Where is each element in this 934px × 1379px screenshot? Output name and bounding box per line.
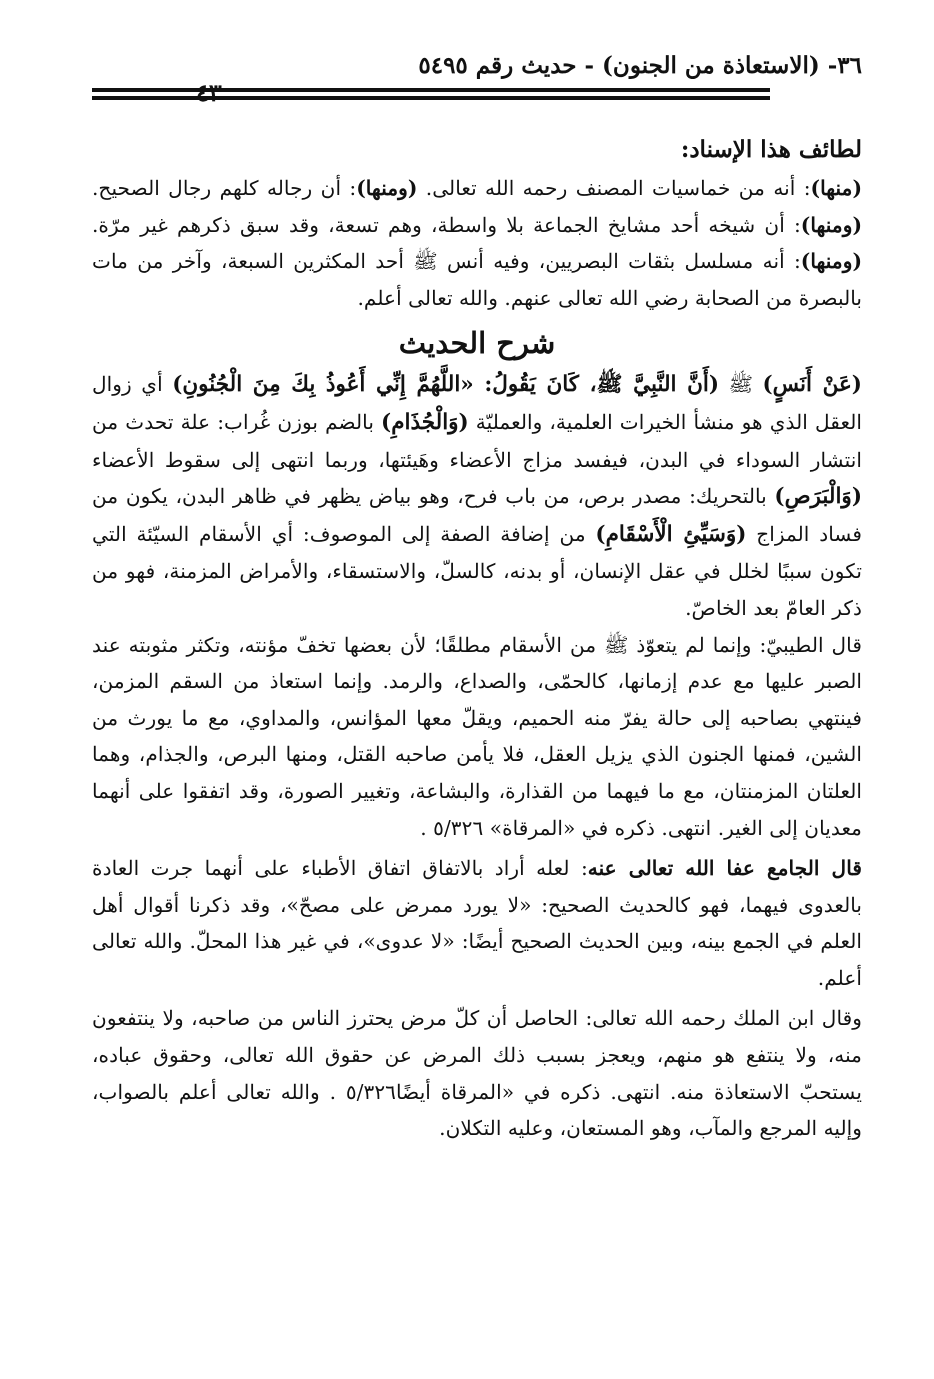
hadith-paragraph: (عَنْ أَنَسٍ) ﷺ (أَنَّ النَّبِيَّ ﷺ، كَانَ يَقُولُ: «اللَّهُمَّ إِنِّي أَعُوذُ بِكَ مِنَ الْجُنُونِ) أي زوال العقل الذي هو منشأ الخيرات العلمية، والعمليّة (وَالْجُذَامِ) بالضم بوزن غُراب: علة تحدث من انتشار السوداء في البدن، فيفسد مزاج الأعضاء وهَيئتها، وربما انتهى إلى سقوط الأعضاء (وَالْبَرَصِ) بالتحريك: مصدر برص، من باب فرح، وهو بياض يظهر في ظاهر البدن، يكون من فساد المزاج (وَسَيِّئِ الْأَسْقَامِ) من إضافة الصفة إلى الموصوف: أي الأسقام السيّئة التي تكون سببًا لخلل في عقل الإنسان، أو بدنه، كالسلّ، والاستسقاء، والأمراض المزمنة، فهو من ذكر العامّ بعد الخاصّ.: [92, 372, 862, 620]
tibi-paragraph: قال الطيبيّ: وإنما لم يتعوّذ ﷺ من الأسقام مطلقًا؛ لأن بعضها تخفّ مؤنته، وتكثر مثوبته عند الصبر عليها مع عدم إزمانها، كالحمّى، والصداع، والرمد. وإنما استعاذ من السقم المزمن، فينتهي بصاحبه إلى حالة يفرّ منه الحميم، ويقلّ معها المؤانس، والمداوي، مع ما يورث من الشين، فمنها الجنون الذي يزيل العقل، فلا يأمن صاحبه القتل، ومنها البرص، والجذام، وهما العلتان المزمنتان، مع ما فيهما من القذارة، والبشاعة، وتغيير الصورة، وقد اتفقوا على أنهما معديان إلى الغير. انتهى. ذكره في «المرقاة» ٥/٣٢٦ .: [92, 632, 862, 840]
running-title: ٣٦- (الاستعاذة من الجنون) - حديث رقم ٥٤٩٥: [418, 52, 862, 79]
lataif-heading: لطائف هذا الإسناد:: [680, 136, 862, 163]
bold-term: (منها): [810, 176, 862, 200]
bold-term: (ومنها): [800, 212, 862, 237]
lataif-paragraph: (منها): أنه من خماسيات المصنف رحمه الله تعالى. (ومنها): أن رجاله كلهم رجال الصحيح. (ومنها): أن شيخه أحد مشايخ الجماعة بلا واسطة، وهم تسعة، وقد سبق ذكرهم غير مرّة. (ومنها): أنه مسلسل بثقات البصريين، وفيه أنس ﷺ أحد المكثرين السبعة، وآخر من مات بالبصرة من الصحابة رضي الله تعالى عنهم. والله تعالى أعلم.: [92, 176, 862, 310]
bold-term: (وَالْجُذَامِ): [381, 409, 469, 435]
bold-term: (وَالْبَرَصِ): [774, 484, 862, 510]
sharh-title: شرح الحديث: [398, 326, 556, 361]
jami-paragraph: قال الجامع عفا الله تعالى عنه: لعله أراد بالاتفاق اتفاق الأطباء على أنهما جرت العادة بالعدوى فيهما، فهو كالحديث الصحيح: «لا يورد ممرض على مصحّ»، وقد ذكرنا أقوال أهل العلم في الجمع بينه، وبين الحديث الصحيح أيضًا: «لا عدوى»، في غير هذا المحلّ. والله تعالى أعلم.: [92, 856, 862, 990]
bold-term: (عَنْ أَنَسٍ): [762, 372, 862, 398]
bold-term: (وَسَيِّئِ الْأَسْقَامِ): [595, 521, 747, 547]
page-number: ٤٣: [196, 78, 222, 107]
bold-term: (أَنَّ النَّبِيَّ ﷺ، كَانَ يَقُولُ: «اللَّهُمَّ إِنِّي أَعُوذُ بِكَ مِنَ الْجُنُونِ): [172, 372, 720, 398]
book-page: [92, 48, 862, 1379]
bold-term: (ومنها): [356, 176, 418, 200]
ibn-malik-paragraph: وقال ابن الملك رحمه الله تعالى: الحاصل أن كلّ مرض يحترز الناس من صاحبه، ولا ينتفعون منه، ولا ينتفع هو منهم، ويعجز بسبب ذلك المرض عن حقوق الله تعالى، وحقوق عباده، يستحبّ الاستعاذة منه. انتهى. ذكره في «المرقاة أيضًا٥/٣٢٦ . والله تعالى أعلم بالصواب، وإليه المرجع والمآب، وهو المستعان، وعليه التكلان.: [92, 1006, 862, 1141]
page-body: [92, 130, 862, 1147]
bold-term: قال الجامع عفا الله تعالى عنه: [587, 856, 862, 881]
bold-term: (ومنها): [800, 249, 862, 274]
